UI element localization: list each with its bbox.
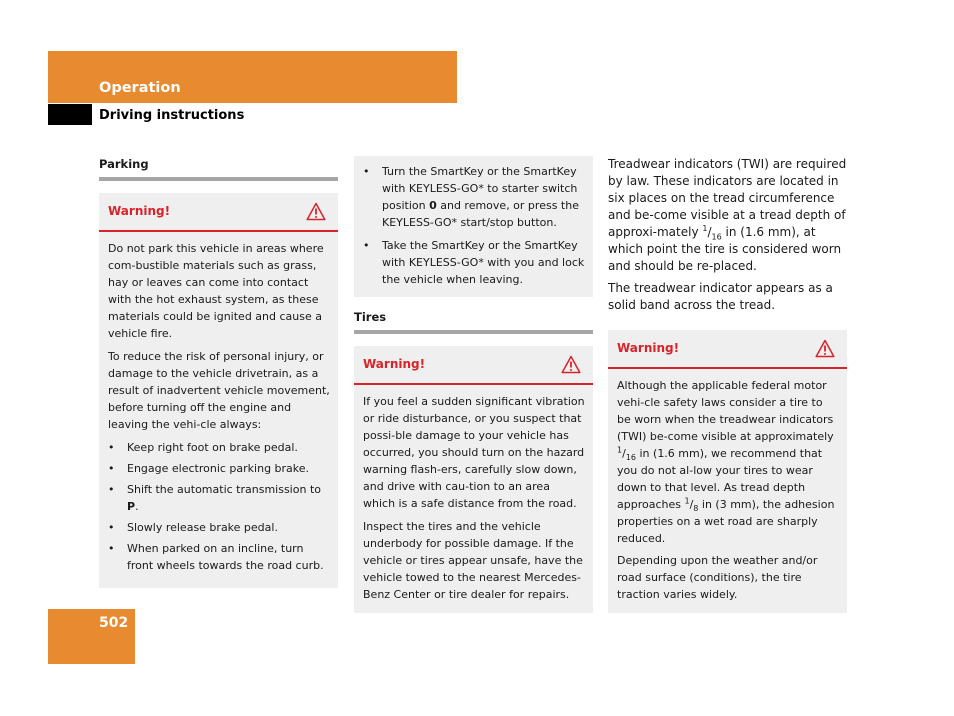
- paragraph-text: in (1.6 mm), at which point the tire is considered worn and should be re-placed.: [608, 225, 842, 273]
- warning-body: [99, 232, 338, 588]
- paragraph: Inspect the tires and the vehicle underbody for possible damage. If the vehicle or tires appear unsafe, have the vehicle towed to the nearest Mercedes-Benz Center or tire dealer for repairs.: [363, 520, 583, 601]
- list-item: [363, 163, 585, 231]
- list-item-text: Shift the automatic transmission to: [127, 483, 321, 496]
- fraction-numerator: 1: [684, 496, 690, 506]
- fraction-numerator: 1: [702, 224, 708, 233]
- fraction-slash: /: [707, 225, 712, 239]
- list-item: • Slowly release brake pedal.: [108, 519, 330, 536]
- treadwear-warning-box: [608, 330, 847, 613]
- paragraph: Do not park this vehicle in areas where com-bustible materials such as grass, hay or leaves can come into contact with the hot exhaust system, as these materials could be ignited and cause a vehicle fire.: [108, 242, 324, 340]
- list-item-text: and remove, or press the KEYLESS-GO* start/stop button.: [382, 199, 579, 229]
- column-1: [99, 156, 338, 588]
- fraction-slash: /: [689, 498, 694, 511]
- paragraph-text: in (3 mm), the adhesion properties on a wet road are sharply reduced.: [617, 498, 835, 545]
- list-item: • When parked on an incline, turn front wheels towards the road curb.: [108, 540, 330, 574]
- parking-heading: Parking: [99, 156, 338, 181]
- fraction-denominator: 8: [693, 504, 699, 514]
- warning-triangle-icon: [561, 355, 581, 374]
- column-3: [608, 156, 847, 613]
- parking-warning-box: [99, 193, 338, 588]
- list-item: • Engage electronic parking brake.: [108, 460, 330, 477]
- warning-triangle-icon: [815, 339, 835, 358]
- paragraph: [617, 377, 839, 547]
- warning-header: [608, 330, 847, 369]
- paragraph-text: Treadwear indicators (TWI) are required by law. These indicators are located in six places on the tread circumference and be-come visible at a tread depth of approxi-mately: [608, 157, 847, 239]
- warning-body: [608, 369, 847, 613]
- list-item-text: .: [135, 500, 139, 513]
- fraction-numerator: 1: [617, 445, 623, 455]
- header-tab-marker: [48, 104, 92, 125]
- warning-body: [354, 385, 593, 613]
- bullet-list: [363, 163, 585, 288]
- list-item: • Take the SmartKey or the SmartKey with KEYLESS-GO* with you and lock the vehicle when leaving.: [363, 237, 585, 288]
- list-item: [108, 481, 330, 515]
- paragraph: Depending upon the weather and/or road surface (conditions), the tire traction varies widely.: [617, 554, 818, 601]
- section-title: Operation: [99, 80, 181, 96]
- warning-header: [99, 193, 338, 232]
- list-item-text: Turn the SmartKey or the SmartKey with KEYLESS-GO* to starter switch position: [382, 165, 578, 212]
- tires-warning-box: [354, 346, 593, 613]
- parking-continued-box: [354, 156, 593, 297]
- list-item: • Keep right foot on brake pedal.: [108, 439, 330, 456]
- paragraph: If you feel a sudden significant vibration or ride disturbance, or you suspect that possi-ble damage to your vehicle has occurred, you should turn on the hazard warning flash-ers, carefully slow down, and drive with cau-tion to an area which is a safe distance from the road.: [363, 395, 585, 510]
- page-number: 502: [99, 615, 129, 631]
- fraction-denominator: 16: [711, 232, 722, 242]
- paragraph: [608, 156, 847, 275]
- column-2: [354, 156, 593, 613]
- warning-label: Warning!: [617, 341, 680, 355]
- warning-label: Warning!: [108, 204, 171, 218]
- fraction-slash: /: [622, 447, 626, 460]
- paragraph-text: in (1.6 mm), we recommend that you do not al-low your tires to wear down to that level. As tread depth approaches: [617, 447, 823, 511]
- bullet-list: [108, 439, 330, 574]
- warning-label: Warning!: [363, 357, 426, 371]
- subsection-title: Driving instructions: [99, 108, 245, 123]
- paragraph-text: Although the applicable federal motor vehi-cle safety laws consider a tire to be worn when the treadwear indicators (TWI) be-come visible at approximately: [617, 379, 834, 443]
- paragraph: To reduce the risk of personal injury, or damage to the vehicle drivetrain, as a result of inadvertent vehicle movement, before turning off the engine and leaving the vehi-cle always:: [108, 350, 330, 431]
- list-item-bold: 0: [429, 199, 437, 212]
- fraction-denominator: 16: [625, 453, 636, 463]
- tires-heading: Tires: [354, 309, 593, 334]
- warning-triangle-icon: [306, 202, 326, 221]
- warning-header: [354, 346, 593, 385]
- list-item-bold: P: [127, 500, 136, 513]
- paragraph: The treadwear indicator appears as a solid band across the tread.: [608, 281, 833, 312]
